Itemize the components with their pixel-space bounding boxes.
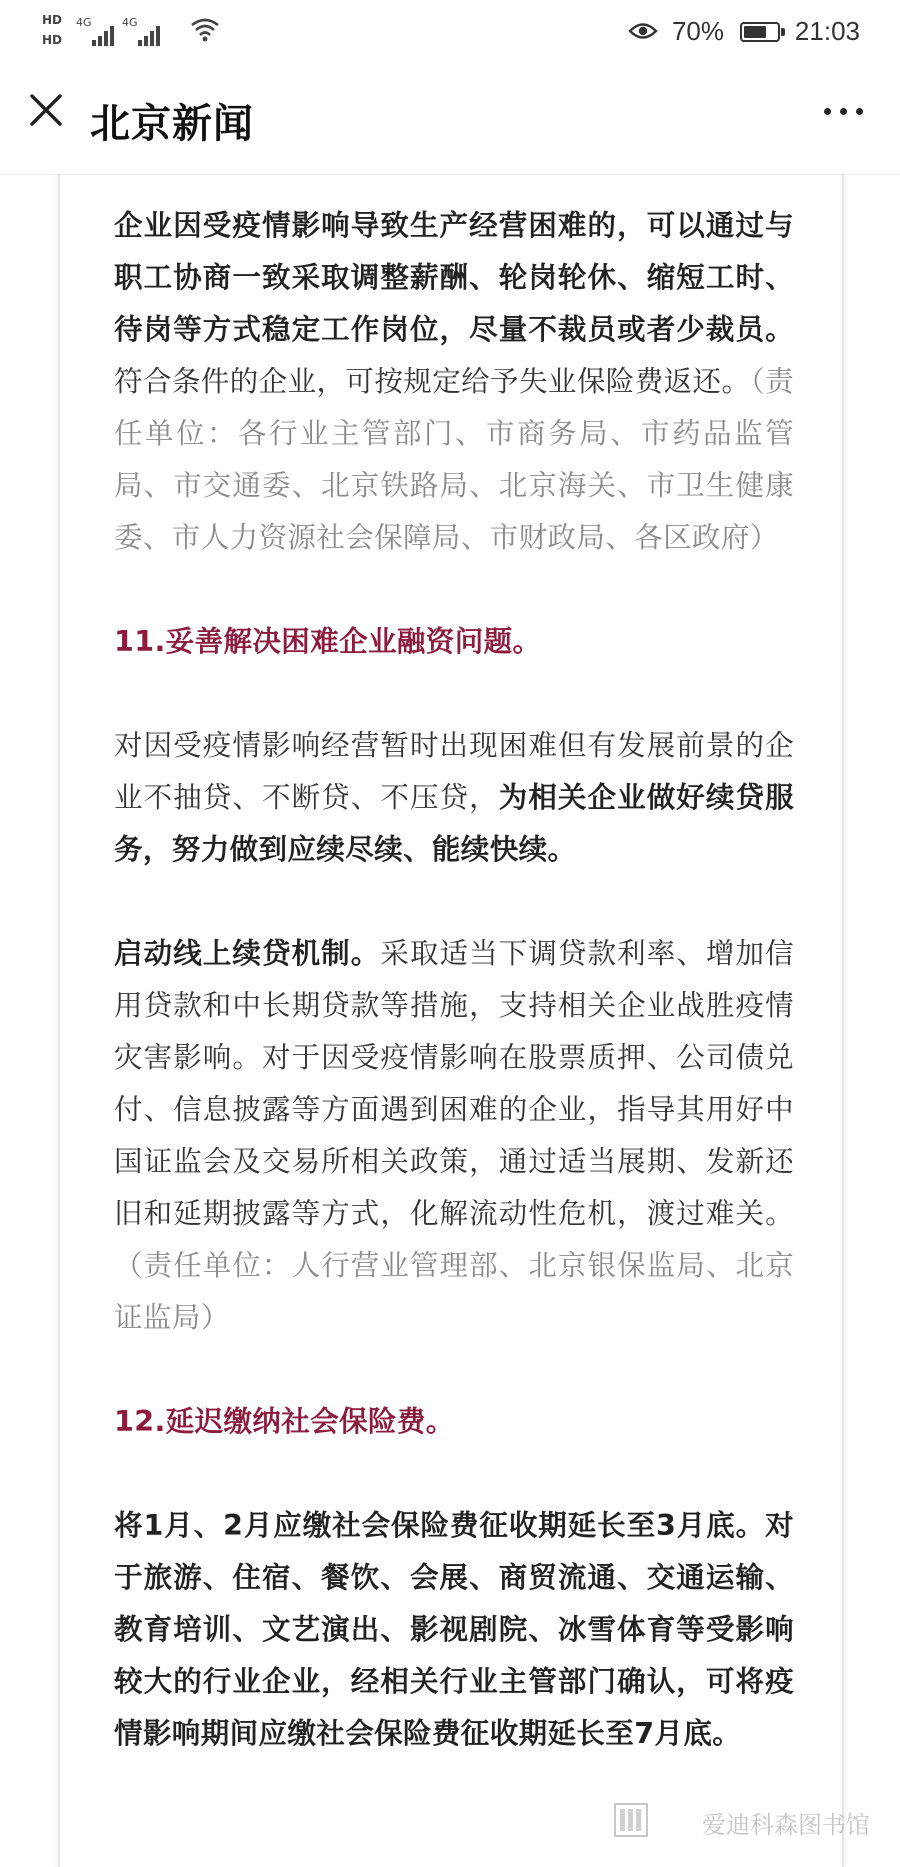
signal1-icon [92, 24, 118, 46]
section-heading-11: 11.妥善解决困难企业融资问题。 [114, 625, 542, 658]
wifi-icon [190, 16, 220, 42]
eye-icon [628, 20, 658, 42]
paragraph-bold-text: 将1月、2月应缴社会保险费征收期延长至3月底。对于旅游、住宿、餐饮、会展、商贸流通、交通运输、教育培训、文艺演出、影视剧院、冰雪体育等受影响较大的行业企业，经相关行业主管部门确认，可将疫情影响期间应缴社会保险费征收期延长至7月底。 [114, 1509, 794, 1750]
paragraph-job-stability [114, 200, 794, 564]
status-bar [0, 0, 900, 66]
page-title: 北京新闻 [90, 101, 254, 147]
battery-cap [781, 28, 785, 36]
watermark-text: 爱迪科森图书馆 [702, 1811, 870, 1839]
signal1-label: 4G [76, 16, 92, 29]
nav-bar [0, 66, 900, 175]
paragraph-bold-text: 为相关企业做好续贷服务，努力做到应续尽续、能续快续。 [114, 781, 794, 866]
status-right [600, 14, 860, 54]
section-heading-12: 12.延迟缴纳社会保险费。 [114, 1405, 455, 1438]
more-dots-icon[interactable] [822, 102, 866, 122]
paragraph-bold-text: 企业因受疫情影响导致生产经营困难的，可以通过与职工协商一致采取调整薪酬、轮岗轮休、缩短工时、待岗等方式稳定工作岗位，尽量不裁员或者少裁员。 [114, 209, 794, 346]
paragraph-social-insurance [114, 1500, 794, 1760]
paragraph-text: 采取适当下调贷款利率、增加信用贷款和中长期贷款等措施，支持相关企业战胜疫情灾害影响。对于因受疫情影响在股票质押、公司债兑付、信息披露等方面遇到困难的企业，指导其用好中国证监会及交易所相关政策，通过适当展期、发新还旧和延期披露等方式，化解流动性危机，渡过难关。 [114, 937, 794, 1230]
close-icon[interactable] [26, 90, 66, 130]
paragraph-online-renewal [114, 928, 794, 1344]
hd1-indicator: HD [42, 13, 63, 27]
paragraph-bold-text: 启动线上续贷机制。 [114, 937, 381, 970]
hd2-indicator: HD [42, 33, 63, 47]
status-clock: 21:03 [794, 16, 860, 46]
responsibility-units: （责任单位：各行业主管部门、市商务局、市药品监管局、市交通委、北京铁路局、北京海关、市卫生健康委、市人力资源社会保障局、市财政局、各区政府） [114, 365, 794, 554]
responsibility-units: （责任单位：人行营业管理部、北京银保监局、北京证监局） [114, 1249, 794, 1334]
hd-indicators [42, 10, 76, 50]
paragraph-text: 符合条件的企业，可按规定给予失业保险费返还。 [114, 365, 751, 398]
article-body [114, 200, 794, 1812]
signal2-icon [138, 24, 164, 46]
paragraph-text: 对因受疫情影响经营暂时出现困难但有发展前景的企业不抽贷、不断贷、不压贷， [114, 729, 794, 814]
signal2-label: 4G [122, 16, 138, 29]
battery-icon [740, 22, 780, 42]
battery-level-fill [744, 26, 766, 38]
paragraph-loans [114, 720, 794, 876]
watermark [590, 1801, 870, 1841]
battery-percent: 70% [671, 16, 724, 46]
library-logo-icon [612, 1801, 650, 1839]
